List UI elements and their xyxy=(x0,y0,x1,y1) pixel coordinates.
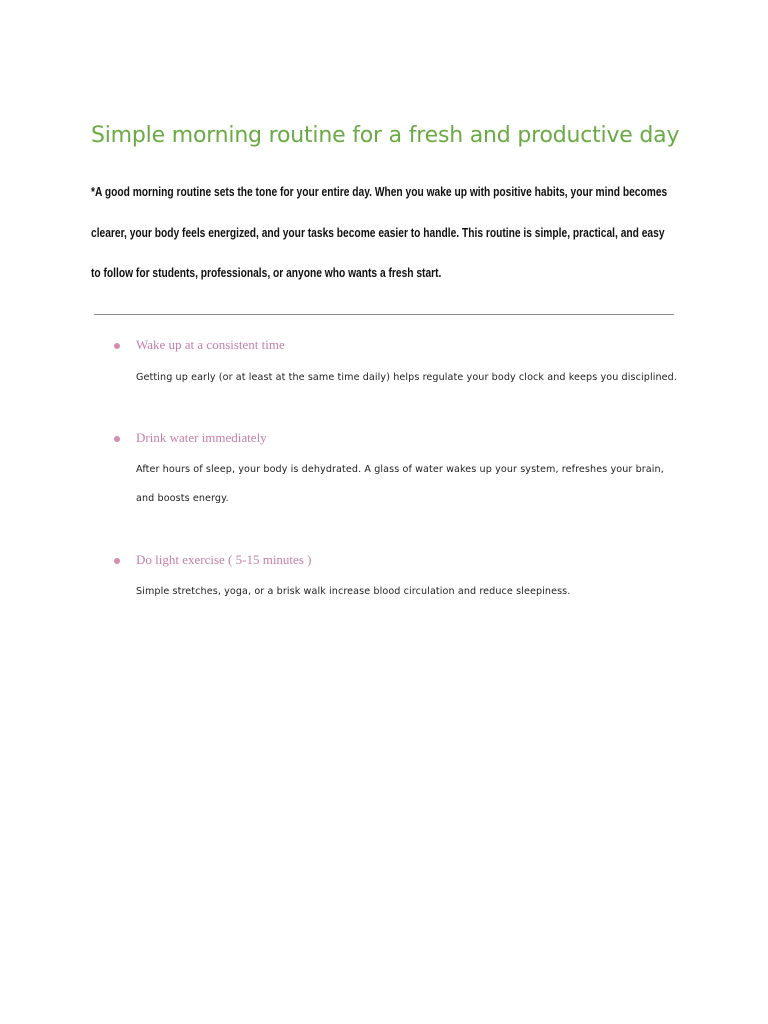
document-title: Simple morning routine for a fresh and productive day xyxy=(91,123,680,148)
item-description: Getting up early (or at least at the same time daily) helps regulate your body clock and keeps you disciplined. xyxy=(136,372,677,383)
item-title: Drink water immediately xyxy=(136,430,267,445)
item-description: Simple stretches, yoga, or a brisk walk increase blood circulation and reduce sleepiness. xyxy=(136,586,571,597)
intro-paragraph: *A good morning routine sets the tone for your entire day. When you wake up with positive habits, your mind becomes clearer, your body feels energized, and your tasks become easier to handle. This routine is simple, practical, and easy to follow for students, professionals, or anyone who wants a fresh start. xyxy=(91,184,668,280)
item-title: Wake up at a consistent time xyxy=(136,337,285,352)
horizontal-divider xyxy=(94,314,674,315)
bullet-icon xyxy=(114,343,120,349)
bullet-icon xyxy=(114,436,120,442)
bullet-icon xyxy=(114,558,120,564)
item-title: Do light exercise ( 5-15 minutes ) xyxy=(136,552,312,567)
item-description: After hours of sleep, your body is dehydrated. A glass of water wakes up your system, refreshes your brain, and boosts energy. xyxy=(136,464,664,504)
